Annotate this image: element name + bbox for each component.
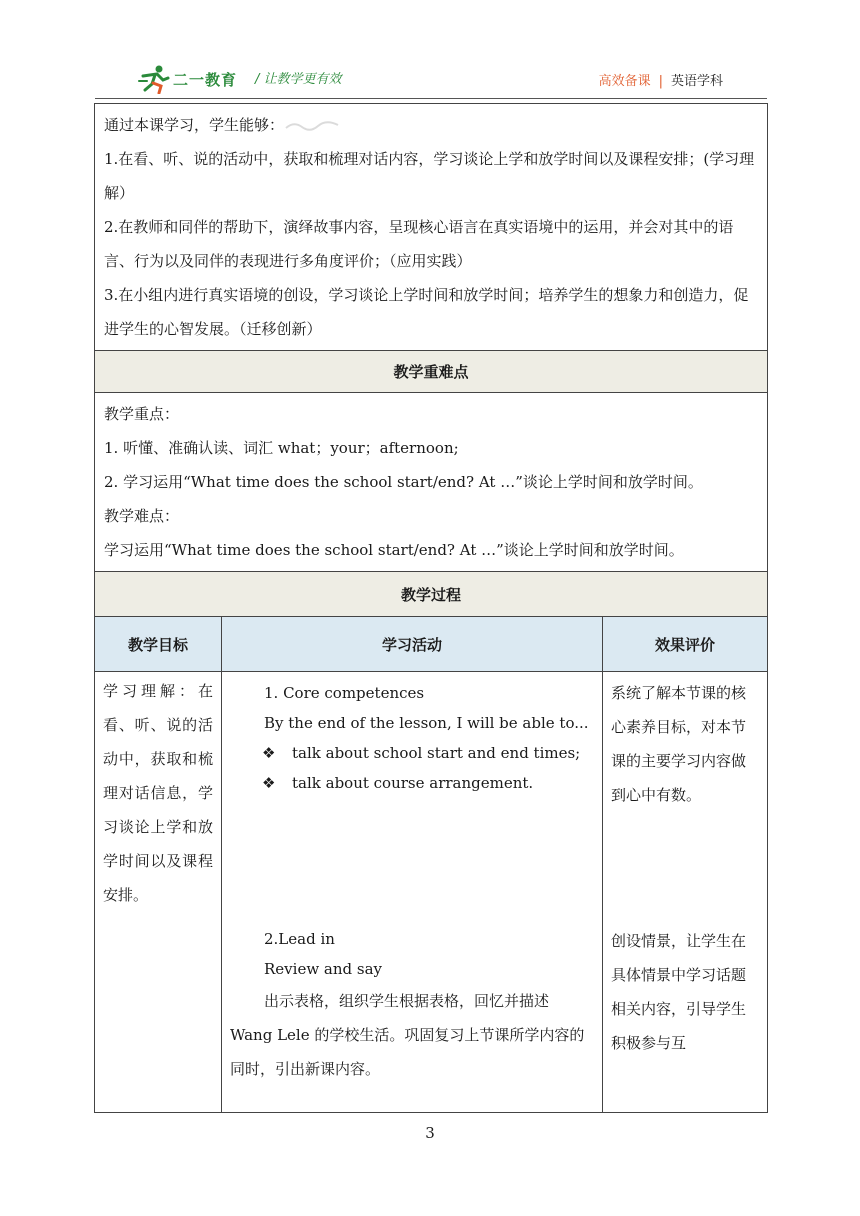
objectives-cell	[95, 104, 768, 351]
activity-bullet: ❖ talk about course arrangement.	[230, 768, 594, 798]
evaluation-text: 系统了解本节课的核心素养目标，对本节课的主要学习内容做到心中有数。	[611, 684, 747, 804]
activity-heading: 2.Lead in	[264, 930, 335, 948]
header-separator: |	[658, 74, 663, 89]
column-header-evaluation: 效果评价	[603, 617, 768, 672]
evaluation-cell	[603, 672, 768, 1113]
key-points-line: 教学难点：	[104, 507, 180, 525]
key-points-line: 2. 学习运用“What time does the school start/end? At …”谈论上学时间和放学时间。	[104, 473, 703, 491]
activity-cell	[222, 672, 603, 1113]
process-header-row	[95, 617, 768, 672]
logo-text: 二一教育	[173, 70, 238, 89]
lesson-plan-table	[94, 103, 768, 1113]
logo	[137, 64, 237, 94]
key-points-line: 教学重点：	[104, 405, 180, 423]
objective-item: 2.在教师和同伴的帮助下，演绎故事内容，呈现核心语言在真实语境中的运用，并会对其中的语言、行为以及同伴的表现进行多角度评价；（应用实践）	[104, 218, 734, 270]
page-header	[95, 60, 767, 100]
watermark-smudge-icon	[284, 119, 340, 133]
objective-item: 1.在看、听、说的活动中，获取和梳理对话内容，学习谈论上学和放学时间以及课程安排；(学习理解）	[104, 150, 755, 202]
header-slogan: / 让教学更有效	[255, 72, 342, 87]
key-points-cell	[95, 393, 768, 572]
evaluation-text: 创设情景，让学生在具体情景中学习话题相关内容，引导学生积极参与互	[611, 932, 747, 1052]
runner-logo-icon	[137, 64, 171, 94]
activity-paragraph: 出示表格，组织学生根据表格，回忆并描述 Wang Lele 的学校生活。巩固复习上节课所学内容的同时，引出新课内容。	[230, 992, 585, 1078]
key-points-title: 教学重难点	[95, 351, 768, 393]
objective-item: 3.在小组内进行真实语境的创设，学习谈论上学时间和放学时间；培养学生的想象力和创造力，促进学生的心智发展。（迁移创新）	[104, 286, 749, 338]
key-points-line: 学习运用“What time does the school start/end? At …”谈论上学时间和放学时间。	[104, 541, 684, 559]
diamond-bullet-icon: ❖	[262, 744, 276, 762]
activity-heading: 1. Core competences	[264, 684, 425, 702]
diamond-bullet-icon: ❖	[262, 774, 276, 792]
column-header-goal: 教学目标	[95, 617, 222, 672]
column-header-activity: 学习活动	[222, 617, 603, 672]
goal-text: 学习理解：在看、听、说的活动中，获取和梳理对话信息，学习谈论上学和放学时间以及课程安排。	[103, 682, 213, 904]
spacer	[230, 798, 594, 924]
objectives-intro: 通过本课学习，学生能够：	[104, 108, 758, 142]
process-body-row	[95, 672, 768, 1113]
header-tag: 高效备课	[598, 74, 651, 89]
key-points-title-row	[95, 351, 768, 393]
header-divider	[95, 98, 767, 99]
goal-cell	[95, 672, 222, 1113]
header-subject-name: 英语学科	[670, 74, 723, 89]
page-number: 3	[425, 1124, 435, 1142]
activity-intro: By the end of the lesson, I will be able to...	[264, 714, 589, 732]
process-title-row	[95, 572, 768, 617]
activity-subheading: Review and say	[264, 960, 383, 978]
header-subject	[599, 70, 723, 89]
activity-bullet: ❖ talk about school start and end times;	[230, 738, 594, 768]
key-points-row	[95, 393, 768, 572]
spacer	[611, 812, 759, 924]
key-points-line: 1. 听懂、准确认读、词汇 what；your；afternoon;	[104, 439, 459, 457]
objectives-row	[95, 104, 768, 351]
process-title: 教学过程	[95, 572, 768, 617]
